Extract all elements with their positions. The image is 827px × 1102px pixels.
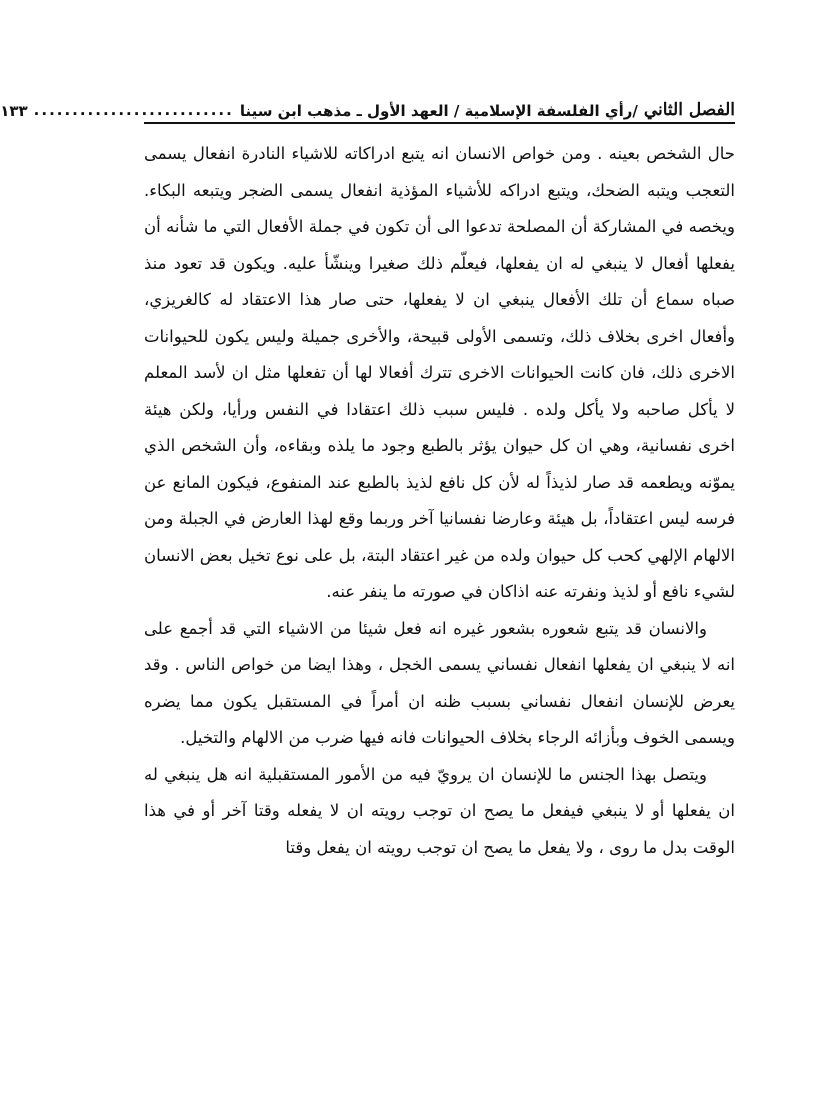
page-number: ١٣٣ [0,102,28,120]
paragraph-3: ويتصل بهذا الجنس ما للإنسان ان يرويّ فيه من الأمور المستقبلية انه هل ينبغي له ان يفعلها أو لا ينبغي فيفعل ما يصح ان توجب رويته ان لا يفعله وقتا آخر أو في هذا الوقت بدل ما روى ، ولا يفعل ما يصح ان توجب رويته ان يفعل وقتا [144,764,735,857]
header-rule [144,122,735,124]
chapter-label: الفصل الثاني [643,100,735,120]
paragraph-2: والانسان قد يتبع شعوره بشعور غيره انه فعل شيئا من الاشياء التي قد أجمع على انه لا ينبغي ان يفعلها انفعال نفساني يسمى الخجل ، وهذا ايضا من خواص الناس . وقد يعرض للإنسان انفعال نفساني بسبب ظنه ان أمراً في المستقبل يكون مما يضره ويسمى الخوف وبأزائه الرجاء بخلاف الحيوانات فانه فيها ضرب من الالهام والتخيل. [144,618,735,747]
leader-dots: .......................... [33,101,234,119]
body-text [144,136,735,866]
running-title: /رأي الفلسفة الإسلامية / العهد الأول ـ مذهب ابن سينا [239,102,638,120]
running-header [0,86,735,120]
paragraph-1: حال الشخص بعينه . ومن خواص الانسان انه يتبع ادراكاته للاشياء النادرة انفعال يسمى التعجب ويتبه الضحك، ويتبع ادراكه للأشياء المؤذية انفعال يسمى الضجر ويتبعه البكاء. ويخصه في المشاركة أن المصلحة تدعوا الى أن تكون في جملة الأفعال التي ما شأنه أن يفعلها أفعال لا ينبغي له ان يفعلها، فيعلّم ذلك صغيرا وينشّأ عليه. ويكون قد تعود منذ صباه سماع أن تلك الأفعال ينبغي ان لا يفعلها، حتى صار هذا الاعتقاد له كالغريزي، وأفعال اخرى بخلاف ذلك، وتسمى الأولى قبيحة، والأخرى جميلة وليس يكون للحيوانات الاخرى ذلك، فان كانت الحيوانات الاخرى تترك أفعالا لها أن تفعلها مثل ان لأسد المعلم لا يأكل صاحبه ولا يأكل ولده . فليس سبب ذلك اعتقادا في النفس ورأيا، ولكن هيئة اخرى نفسانية، وهي ان كل حيوان يؤثر بالطبع وجود ما يلذه وبقاءه، وأن الشخص الذي يموّنه ويطعمه قد صار لذيذاً له لأن كل نافع لذيذ بالطبع عند المنفوع، فيكون المانع عن فرسه ليس اعتقاداً، بل هيئة وعارضا نفسانيا آخر وربما وقع لهذا العارض في الجبلة ومن الالهام الإلهي كحب كل حيوان ولده من غير اعتقاد البتة، بل على نوع تخيل بعض الانسان لشيء نافع أو لذيذ ونفرته عنه اذاكان في صورته ما ينفر عنه. [144,144,735,601]
